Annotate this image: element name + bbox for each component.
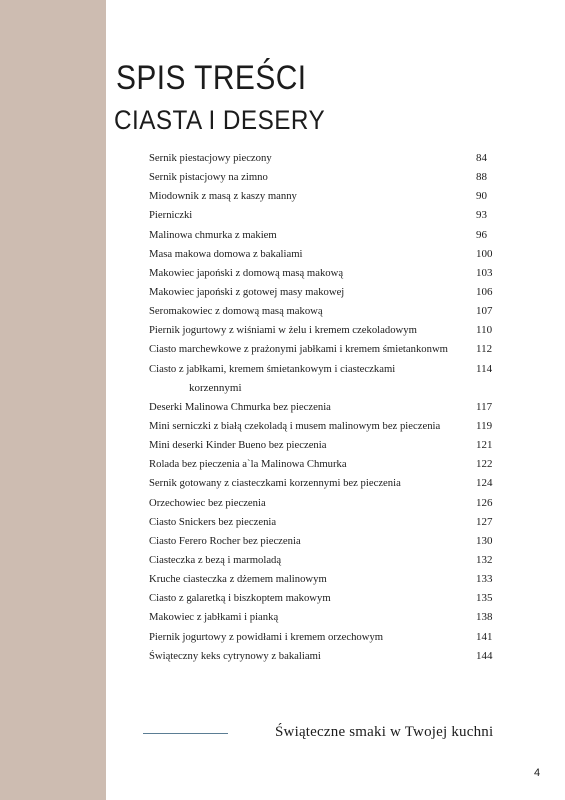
toc-entry bbox=[149, 264, 501, 283]
toc-entry bbox=[149, 187, 501, 206]
toc-entry bbox=[149, 340, 501, 359]
toc-entry bbox=[149, 245, 501, 264]
toc-entry-page: 117 bbox=[476, 400, 493, 413]
page-number: 4 bbox=[534, 767, 541, 779]
toc-entry-title: Miodownik z masą z kaszy manny bbox=[149, 190, 297, 203]
toc-entry-title: Ciasto marchewkowe z prażonymi jabłkami i kremem śmietankonwm bbox=[149, 343, 448, 356]
toc-entry-title: Rolada bez pieczenia a`la Malinowa Chmurka bbox=[149, 458, 347, 471]
toc-entry bbox=[149, 474, 501, 493]
toc-entry bbox=[149, 532, 501, 551]
toc-entry-title: Ciasto Snickers bez pieczenia bbox=[149, 515, 277, 528]
toc-entry bbox=[149, 149, 501, 168]
toc-entry-title-continuation: korzennymi bbox=[189, 381, 242, 394]
toc-entry-page: 132 bbox=[476, 553, 493, 566]
toc-entry-page: 110 bbox=[476, 324, 493, 337]
toc-entry-page: 144 bbox=[476, 649, 493, 662]
toc-entry bbox=[149, 647, 501, 666]
toc-entry-page: 107 bbox=[476, 305, 493, 318]
toc-entry-title: Sernik gotowany z ciasteczkami korzennymi bez pieczenia bbox=[149, 477, 401, 490]
toc-entry-page: 133 bbox=[476, 573, 493, 586]
toc-entry bbox=[149, 283, 501, 302]
toc-entry-title: Seromakowiec z domową masą makową bbox=[149, 305, 323, 318]
section-subtitle: CIASTA I DESERY bbox=[114, 105, 326, 135]
toc-entry-title: Orzechowiec bez pieczenia bbox=[149, 496, 266, 509]
toc-entry-page: 119 bbox=[476, 419, 493, 432]
toc-entry-page: 112 bbox=[476, 343, 493, 356]
toc-entry-page: 130 bbox=[476, 534, 493, 547]
toc-entry-title: Deserki Malinowa Chmurka bez pieczenia bbox=[149, 400, 331, 413]
toc-entry bbox=[149, 417, 501, 436]
toc-entry bbox=[149, 360, 501, 398]
toc-entry-title: Ciasteczka z bezą i marmoladą bbox=[149, 553, 282, 566]
toc-entry bbox=[149, 398, 501, 417]
toc-entry bbox=[149, 206, 501, 225]
table-of-contents bbox=[149, 149, 501, 666]
toc-entry-title: Ciasto z jabłkami, kremem śmietankowym i ciasteczkami bbox=[149, 362, 396, 375]
toc-entry bbox=[149, 551, 501, 570]
toc-entry-title: Sernik pistacjowy na zimno bbox=[149, 171, 268, 184]
decorative-sidebar bbox=[0, 0, 106, 800]
toc-entry-page: 84 bbox=[476, 152, 487, 164]
toc-entry-title: Ciasto z galaretką i biszkoptem makowym bbox=[149, 592, 331, 605]
toc-entry-page: 126 bbox=[476, 496, 493, 509]
toc-entry bbox=[149, 589, 501, 608]
toc-entry-title: Makowiec japoński z gotowej masy makowej bbox=[149, 285, 345, 298]
toc-entry bbox=[149, 494, 501, 513]
toc-entry bbox=[149, 455, 501, 474]
toc-entry bbox=[149, 302, 501, 321]
toc-entry-title: Piernik jogurtowy z powidłami i kremem orzechowym bbox=[149, 630, 384, 643]
toc-entry-title: Makowiec z jabłkami i pianką bbox=[149, 611, 279, 624]
toc-entry bbox=[149, 608, 501, 627]
toc-entry-page: 124 bbox=[476, 477, 493, 490]
toc-entry bbox=[149, 226, 501, 245]
page-title: SPIS TREŚCI bbox=[116, 59, 307, 97]
toc-entry-page: 88 bbox=[476, 171, 487, 184]
toc-entry-page: 127 bbox=[476, 515, 493, 528]
toc-entry-page: 135 bbox=[476, 592, 493, 605]
toc-entry-page: 138 bbox=[476, 611, 493, 624]
toc-entry bbox=[149, 168, 501, 187]
toc-entry bbox=[149, 321, 501, 340]
toc-entry-page: 122 bbox=[476, 458, 493, 471]
toc-entry-page: 96 bbox=[476, 228, 487, 241]
toc-entry bbox=[149, 570, 501, 589]
toc-entry-page: 90 bbox=[476, 190, 487, 203]
toc-entry-page: 114 bbox=[476, 362, 493, 375]
toc-entry-title: Mini deserki Kinder Bueno bez pieczenia bbox=[149, 439, 327, 452]
toc-entry-page: 141 bbox=[476, 630, 493, 643]
footer-divider bbox=[143, 733, 228, 734]
toc-entry bbox=[149, 436, 501, 455]
toc-entry-page: 106 bbox=[476, 285, 493, 298]
toc-entry-title: Sernik piestacjowy pieczony bbox=[149, 152, 272, 164]
toc-entry-title: Malinowa chmurka z makiem bbox=[149, 228, 277, 241]
toc-entry-title: Mini serniczki z białą czekoladą i musem malinowym bez pieczenia bbox=[149, 419, 441, 432]
toc-entry-title: Pierniczki bbox=[149, 209, 193, 222]
toc-entry-page: 121 bbox=[476, 439, 493, 452]
toc-entry bbox=[149, 628, 501, 647]
toc-entry-title: Świąteczny keks cytrynowy z bakaliami bbox=[149, 649, 321, 662]
footer-tagline: Świąteczne smaki w Twojej kuchni bbox=[275, 724, 494, 740]
toc-entry-page: 100 bbox=[476, 247, 493, 260]
toc-entry-page: 103 bbox=[476, 266, 493, 279]
toc-entry-title: Ciasto Ferero Rocher bez pieczenia bbox=[149, 534, 301, 547]
toc-entry-title: Piernik jogurtowy z wiśniami w żelu i kremem czekoladowym bbox=[149, 324, 417, 337]
toc-entry-title: Kruche ciasteczka z dżemem malinowym bbox=[149, 573, 327, 586]
toc-entry-title: Masa makowa domowa z bakaliami bbox=[149, 247, 303, 260]
toc-entry-title: Makowiec japoński z domową masą makową bbox=[149, 266, 344, 279]
toc-entry bbox=[149, 513, 501, 532]
toc-entry-page: 93 bbox=[476, 209, 487, 222]
